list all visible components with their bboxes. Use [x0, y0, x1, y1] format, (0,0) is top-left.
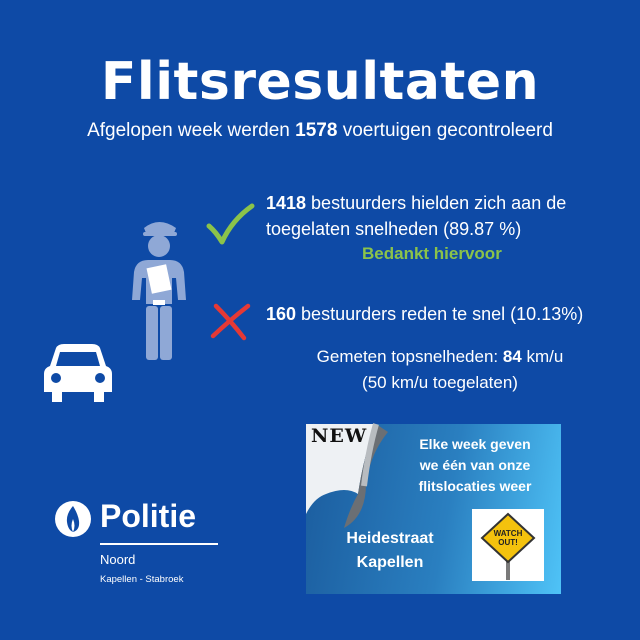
- new-label: NEW: [311, 425, 368, 447]
- speeding-text: bestuurders reden te snel (10.13%): [296, 304, 584, 324]
- panel-headline-line3: flitslocaties weer: [418, 478, 532, 494]
- top-speed-block: [290, 344, 590, 396]
- speed-limit-text: (50 km/u toegelaten): [362, 373, 518, 392]
- logo-zone: Noord: [100, 552, 136, 567]
- car-icon: [42, 342, 114, 406]
- subtitle-post: voertuigen gecontroleerd: [337, 120, 553, 141]
- logo-divider: [100, 543, 218, 545]
- logo-name: Politie: [100, 498, 197, 534]
- panel-headline-line2: we één van onze: [419, 457, 531, 473]
- politie-flame-icon: [54, 500, 92, 538]
- panel-location: [320, 527, 460, 575]
- panel-headline-line1: Elke week geven: [419, 436, 531, 452]
- police-officer-icon: [122, 214, 196, 364]
- speeding-count: 160: [266, 304, 297, 324]
- subtitle-pre: Afgelopen week werden: [87, 120, 296, 141]
- compliant-line1: bestuurders hielden zich aan de: [306, 193, 567, 213]
- logo-towns: Kapellen - Stabroek: [100, 574, 184, 585]
- page-title: Flitsresultaten: [100, 52, 540, 112]
- subtitle: [0, 120, 640, 142]
- compliant-count: 1418: [266, 193, 307, 213]
- top-speed-label: Gemeten topsnelheden:: [316, 347, 503, 366]
- thanks-text: Bedankt hiervoor: [362, 244, 502, 263]
- cross-icon: [210, 302, 250, 342]
- sign-line1: WATCH: [493, 529, 523, 538]
- sign-line2: OUT!: [498, 538, 518, 547]
- speeding-stat: [266, 301, 626, 327]
- panel-headline: [400, 434, 550, 497]
- location-street: Heidestraat: [346, 530, 434, 547]
- watch-out-sign-icon: [478, 512, 538, 580]
- top-speed-unit: km/u: [521, 347, 564, 366]
- top-speed-value: 84: [502, 347, 522, 366]
- check-icon: [206, 204, 254, 246]
- compliant-stat: [266, 190, 606, 242]
- location-town: Kapellen: [356, 554, 424, 571]
- compliant-line2: toegelaten snelheden (89.87 %): [266, 219, 522, 239]
- vehicle-count: 1578: [295, 120, 338, 141]
